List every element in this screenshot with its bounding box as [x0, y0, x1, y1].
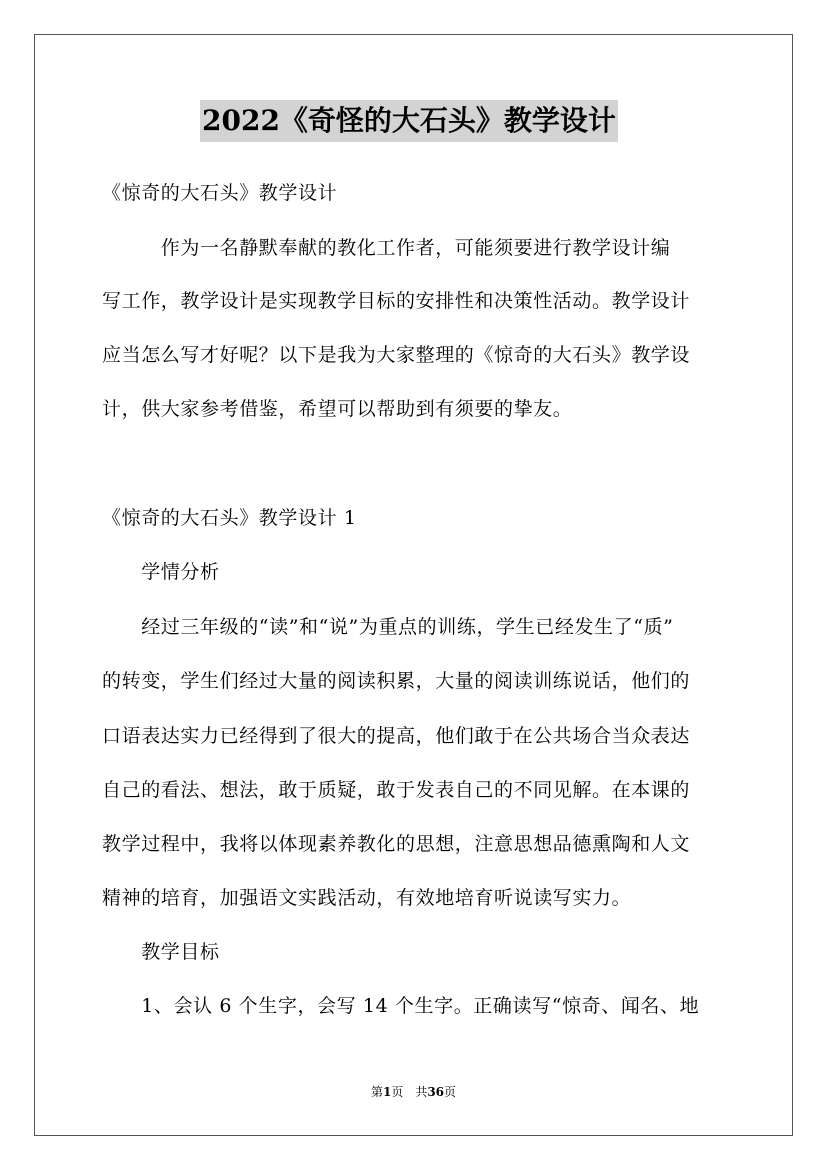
footer-middle: 页 共 — [391, 1085, 428, 1099]
total-pages-number: 36 — [427, 1085, 445, 1099]
paragraph-line: 应当怎么写才好呢？以下是我为大家整理的《惊奇的大石头》教学设 — [102, 344, 691, 366]
paragraph-line: 口语表达实力已经得到了很大的提高，他们敢于在公共场合当众表达 — [102, 725, 691, 747]
paragraph-line: 精神的培育，加强语文实践活动，有效地培育听说读写实力。 — [102, 887, 632, 909]
subheading-learning-analysis: 学情分析 — [102, 561, 220, 583]
paragraph-line: 经过三年级的“读”和“说”为重点的训练，学生已经发生了“质” — [102, 616, 674, 638]
footer-suffix: 页 — [444, 1085, 457, 1099]
paragraph-line: 教学过程中，我将以体现素养教化的思想，注意思想品德熏陶和人文 — [102, 833, 691, 855]
paragraph-line: 计，供大家参考借鉴，希望可以帮助到有须要的挚友。 — [102, 398, 573, 420]
footer-prefix: 第 — [370, 1085, 383, 1099]
section-heading: 《惊奇的大石头》教学设计 1 — [102, 507, 357, 529]
paragraph-line: 自己的看法、想法，敢于质疑，敢于发表自己的不同见解。在本课的 — [102, 779, 691, 801]
document-title: 2022《奇怪的大石头》教学设计 — [200, 100, 618, 142]
paragraph-line: 作为一名静默奉献的教化工作者，可能须要进行教学设计编 — [102, 237, 671, 259]
paragraph-line: 的转变，学生们经过大量的阅读积累，大量的阅读训练说话，他们的 — [102, 670, 691, 692]
paragraph-line: 1、会认 6 个生字，会写 14 个生字。正确读写“惊奇、闻名、地 — [102, 995, 700, 1017]
paragraph-line: 写工作，教学设计是实现教学目标的安排性和决策性活动。教学设计 — [102, 290, 691, 312]
page-footer — [0, 1083, 827, 1100]
paragraph-line: 《惊奇的大石头》教学设计 — [102, 182, 338, 204]
subheading-teaching-goals: 教学目标 — [102, 941, 220, 963]
current-page-number: 1 — [382, 1085, 392, 1099]
